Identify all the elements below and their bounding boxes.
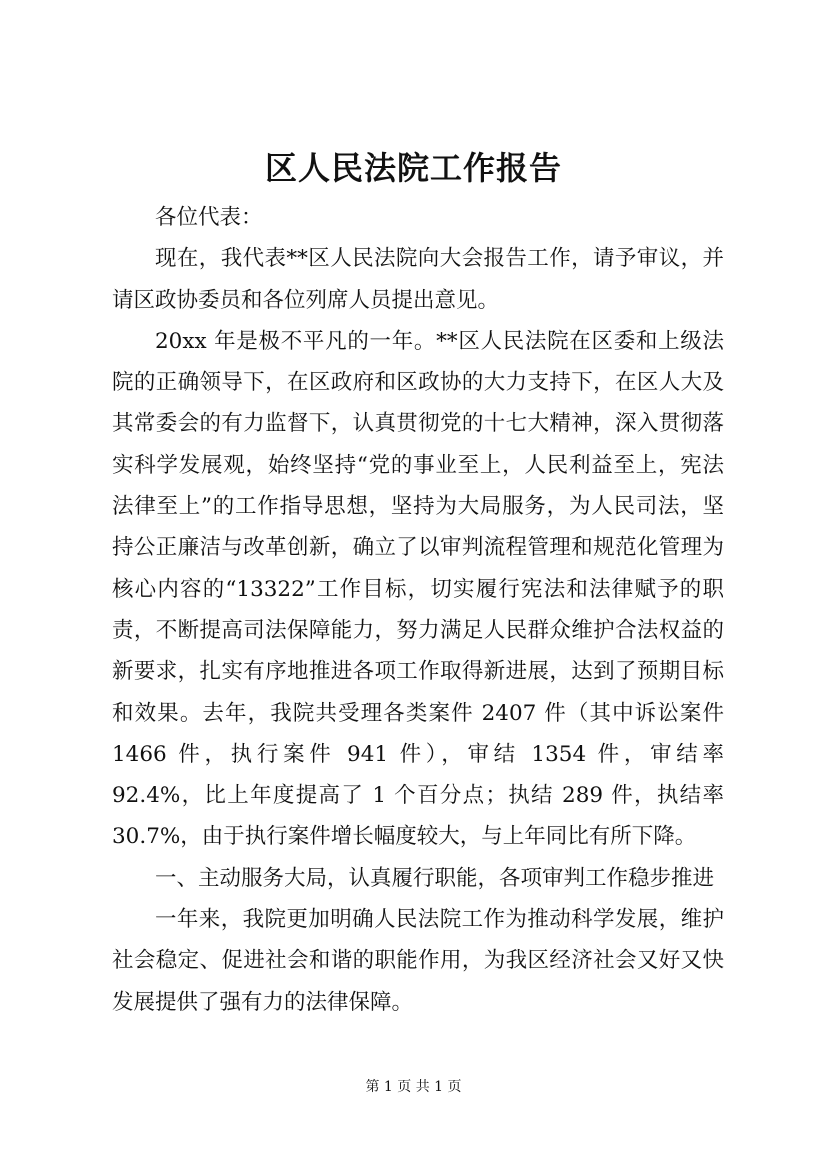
document-title: 区人民法院工作报告	[264, 149, 562, 187]
paragraph-section-body: 一年来，我院更加明确人民法院工作为推动科学发展，维护社会稳定、促进社会和谐的职能作用，为我区经济社会又好又快发展提供了强有力的法律保障。	[112, 907, 724, 1015]
paragraph-intro: 现在，我代表**区人民法院向大会报告工作，请予审议，并请区政协委员和各位列席人员提出意见。	[112, 246, 724, 313]
paragraph-summary: 20xx 年是极不平凡的一年。**区人民法院在区委和上级法院的正确领导下，在区政府和区政协的大力支持下，在区人大及其常委会的有力监督下，认真贯彻党的十七大精神，深入贯彻落实科学发展观，始终坚持“党的事业至上，人民利益至上，宪法法律至上”的工作指导思想，坚持为大局服务，为人民司法，坚持公正廉洁与改革创新，确立了以审判流程管理和规范化管理为核心内容的“13322”工作目标，切实履行宪法和法律赋予的职责，不断提高司法保障能力，努力满足人民群众维护合法权益的新要求，扎实有序地推进各项工作取得新进展，达到了预期目标和效果。去年，我院共受理各类案件 2407 件（其中诉讼案件 1466 件，执行案件 941 件），审结 1354 件，审结率 92.4%，比上年度提高了 1 个百分点；执结 289 件，执结率 30.7%，由于执行案件增长幅度较大，与上年同比有所下降。	[112, 328, 724, 850]
document-body	[112, 197, 724, 1023]
salutation: 各位代表：	[155, 205, 263, 230]
section-heading: 一、主动服务大局，认真履行职能，各项审判工作稳步推进	[155, 865, 715, 891]
page-footer: 第 1 页 共 1 页	[365, 1079, 462, 1095]
